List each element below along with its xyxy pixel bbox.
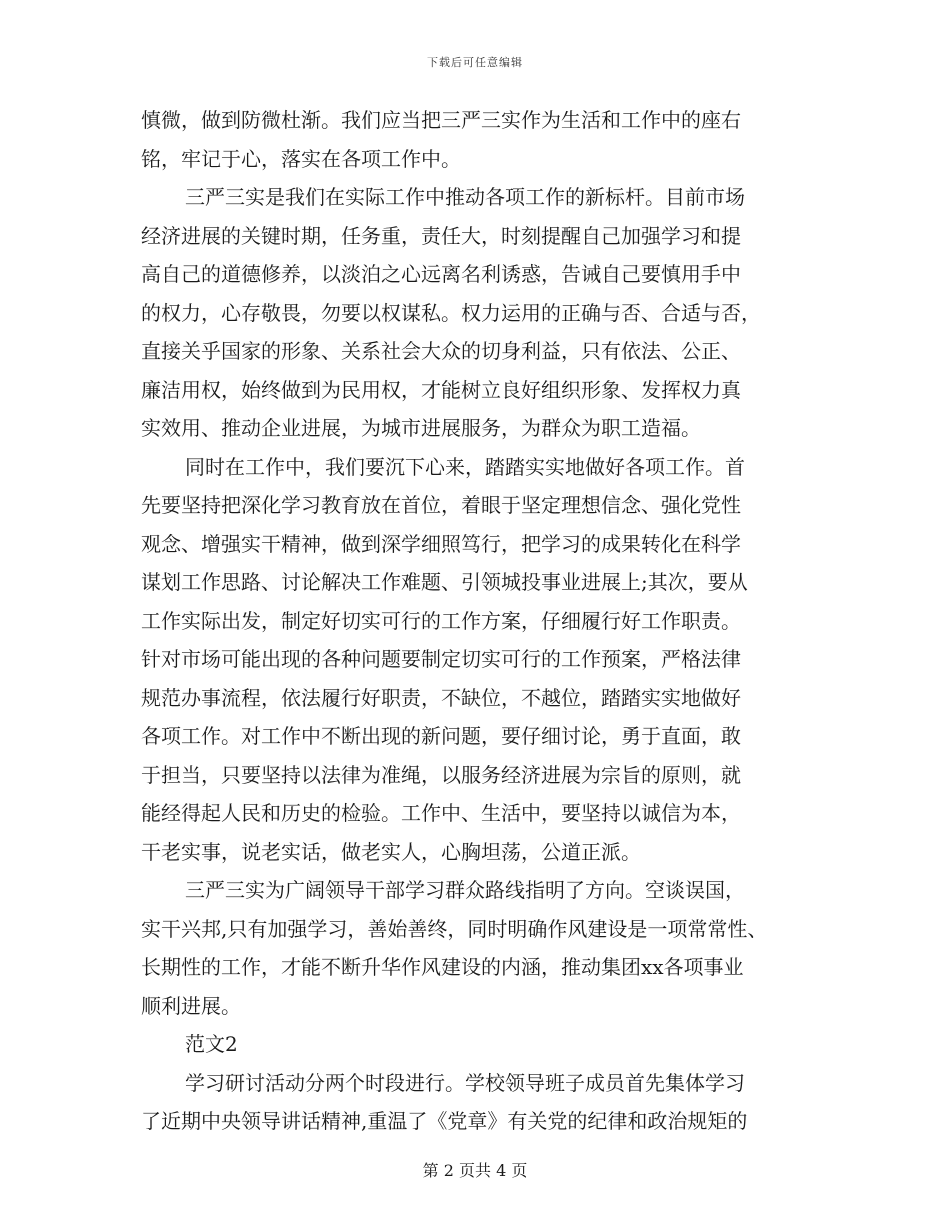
text-line: 慎微，做到防微杜渐。我们应当把三严三实作为生活和工作中的座右 — [141, 108, 741, 132]
text-line: 干老实事，说老实话，做老实人，心胸坦荡，公道正派。 — [141, 839, 641, 864]
text-line: 观念、增强实干精神，做到深学细照笃行，把学习的成果转化在科学 — [141, 531, 741, 556]
text-line: 三严三实为广阔领导干部学习群众路线指明了方向。空谈误国， — [185, 878, 745, 902]
text-line: 直接关乎国家的形象、关系社会大众的切身利益，只有依法、公正、 — [141, 339, 741, 363]
text-line: 实效用、推动企业进展，为城市进展服务，为群众为职工造福。 — [141, 416, 701, 440]
text-line: 实干兴邦,只有加强学习，善始善终，同时明确作风建设是一项常常性、 — [141, 916, 768, 941]
text-line: 各项工作。对工作中不断出现的新问题，要仔细讨论，勇于直面，敢 — [141, 724, 741, 748]
text-line: 廉洁用权，始终做到为民用权，才能树立良好组织形象、发挥权力真 — [141, 377, 741, 402]
text-line: 工作实际出发，制定好切实可行的工作方案，仔细履行好工作职责。 — [141, 608, 741, 633]
text-line: 三严三实是我们在实际工作中推动各项工作的新标杆。目前市场 — [185, 185, 745, 209]
text-line: 学习研讨活动分两个时段进行。学校领导班子成员首先集体学习 — [185, 1070, 745, 1095]
text-line: 针对市场可能出现的各种问题要制定切实可行的工作预案，严格法律 — [141, 647, 741, 671]
text-line: 规范办事流程，依法履行好职责，不缺位，不越位，踏踏实实地做好 — [141, 685, 741, 710]
text-line: 同时在工作中，我们要沉下心来，踏踏实实地做好各项工作。首 — [185, 454, 745, 479]
document-body — [141, 101, 821, 1141]
page-number: 第 2 页共 4 页 — [422, 1161, 528, 1180]
text-line: 能经得起人民和历史的检验。工作中、生活中，要坚持以诚信为本， — [141, 801, 741, 825]
text-line: 范文2 — [185, 1032, 238, 1056]
text-line: 了近期中央领导讲话精神,重温了《党章》有关党的纪律和政治规矩的 — [141, 1109, 748, 1133]
text-line: 经济进展的关键时期，任务重，责任大，时刻提醒自己加强学习和提 — [141, 223, 741, 248]
text-line: 谋划工作思路、讨论解决工作难题、引领城投事业进展上;其次，要从 — [141, 570, 748, 594]
text-line: 高自己的道德修养，以淡泊之心远离名利诱惑，告诫自己要慎用手中 — [141, 262, 741, 286]
text-line: 的权力，心存敬畏，勿要以权谋私。权力运用的正确与否、合适与否， — [141, 300, 761, 325]
text-line: 先要坚持把深化学习教育放在首位，着眼于坚定理想信念、强化党性 — [141, 493, 741, 517]
text-line: 顺利进展。 — [141, 993, 241, 1018]
text-line: 长期性的工作，才能不断升华作风建设的内涵，推动集团xx各项事业 — [141, 955, 744, 979]
page-header: 下载后可任意编辑 — [427, 56, 523, 69]
text-line: 铭，牢记于心，落实在各项工作中。 — [141, 146, 461, 171]
text-line: 于担当，只要坚持以法律为准绳，以服务经济进展为宗旨的原则，就 — [141, 762, 741, 787]
